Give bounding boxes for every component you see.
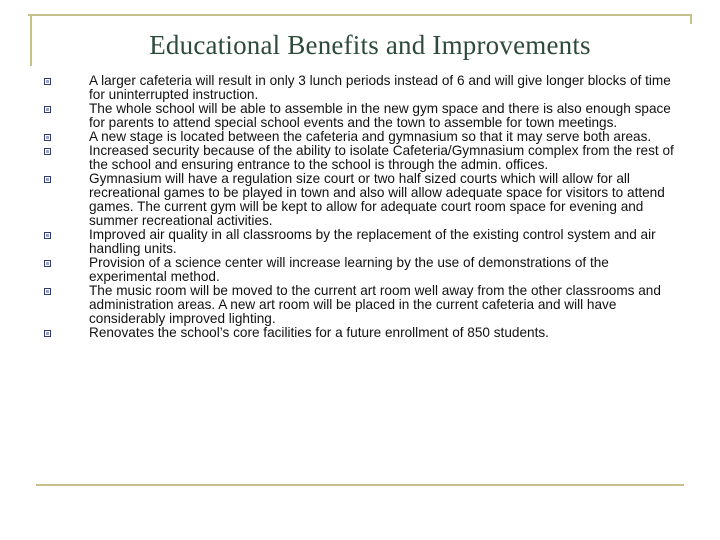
square-bullet-icon: [44, 260, 51, 267]
bullet-text: Increased security because of the ability to isolate Cafeteria/Gymnasium complex from the rest of the school and ensuring entrance to the school is through the admin. offices.: [89, 143, 674, 172]
bullet-item: [40, 144, 688, 172]
bullet-text: Renovates the school’s core facilities for a future enrollment of 850 students.: [89, 325, 549, 340]
bullet-item: [40, 130, 688, 144]
square-bullet-icon: [44, 148, 51, 155]
bullet-item: [40, 256, 688, 284]
frame-right-tick: [690, 14, 692, 24]
bullet-text: Provision of a science center will increase learning by the use of demonstrations of the experimental method.: [89, 255, 609, 284]
bullet-text: The whole school will be able to assemble in the new gym space and there is also enough space for parents to attend special school events and the town to assemble for town meetings.: [89, 101, 671, 130]
bullet-text: Improved air quality in all classrooms by the replacement of the existing control system and air handling units.: [89, 227, 656, 256]
bullet-item: [40, 74, 688, 102]
square-bullet-icon: [44, 134, 51, 141]
bullet-text: The music room will be moved to the current art room well away from the other classrooms and administration areas. A new art room will be placed in the current cafeteria and will have considerably improved lighting.: [89, 283, 661, 326]
frame-bottom-line: [36, 484, 684, 486]
square-bullet-icon: [44, 106, 51, 113]
square-bullet-icon: [44, 78, 51, 85]
bullet-list: [40, 74, 688, 340]
bullet-item: [40, 326, 688, 340]
bullet-item: [40, 172, 688, 228]
square-bullet-icon: [44, 176, 51, 183]
bullet-item: [40, 102, 688, 130]
bullet-text: A larger cafeteria will result in only 3 lunch periods instead of 6 and will give longer blocks of time for uninterrupted instruction.: [89, 73, 671, 102]
slide-title: Educational Benefits and Improvements: [149, 30, 591, 60]
bullet-item: [40, 228, 688, 256]
square-bullet-icon: [44, 330, 51, 337]
square-bullet-icon: [44, 232, 51, 239]
bullet-text: Gymnasium will have a regulation size court or two half sized courts which will allow for all recreational games to be played in town and also will allow adequate space for visitors to attend games. The current gym will be kept to allow for adequate court room space for evening and summer recreational activities.: [89, 171, 665, 228]
frame-left-line: [30, 14, 32, 66]
bullet-text: A new stage is located between the cafeteria and gymnasium so that it may serve both areas.: [89, 129, 652, 144]
bullet-item: [40, 284, 688, 326]
frame-top-line: [28, 14, 692, 16]
square-bullet-icon: [44, 288, 51, 295]
